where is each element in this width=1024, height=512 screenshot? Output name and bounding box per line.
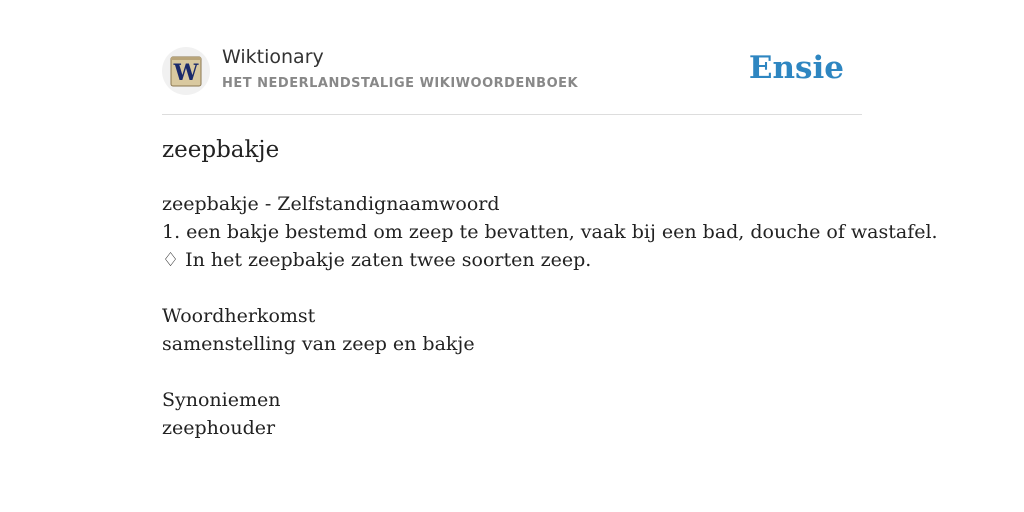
entry-content: [162, 190, 938, 442]
wiktionary-logo[interactable]: [162, 47, 210, 95]
site-name[interactable]: Wiktionary: [222, 46, 324, 68]
spacer: [162, 274, 882, 302]
entry-definition: 1. een bakje bestemd om zeep te bevatten, vaak bij een bad, douche of wastafel.: [162, 221, 938, 243]
entry-heading: zeepbakje - Zelfstandignaamwoord: [162, 193, 500, 215]
ensie-brand-link[interactable]: Ensie: [748, 50, 844, 86]
spacer: [162, 358, 882, 386]
page-title: zeepbakje: [162, 137, 280, 163]
site-tagline: HET NEDERLANDSTALIGE WIKIWOORDENBOEK: [222, 76, 579, 91]
wiktionary-tile-icon: [168, 53, 204, 89]
etymology-label: Woordherkomst: [162, 305, 316, 327]
synonyms-text: zeephouder: [162, 417, 276, 439]
entry-example: ♢ In het zeepbakje zaten twee soorten zeep.: [162, 249, 592, 271]
synonyms-label: Synoniemen: [162, 389, 281, 411]
etymology-text: samenstelling van zeep en bakje: [162, 333, 475, 355]
logo-letter: W: [173, 60, 199, 86]
site-header: [162, 44, 862, 115]
